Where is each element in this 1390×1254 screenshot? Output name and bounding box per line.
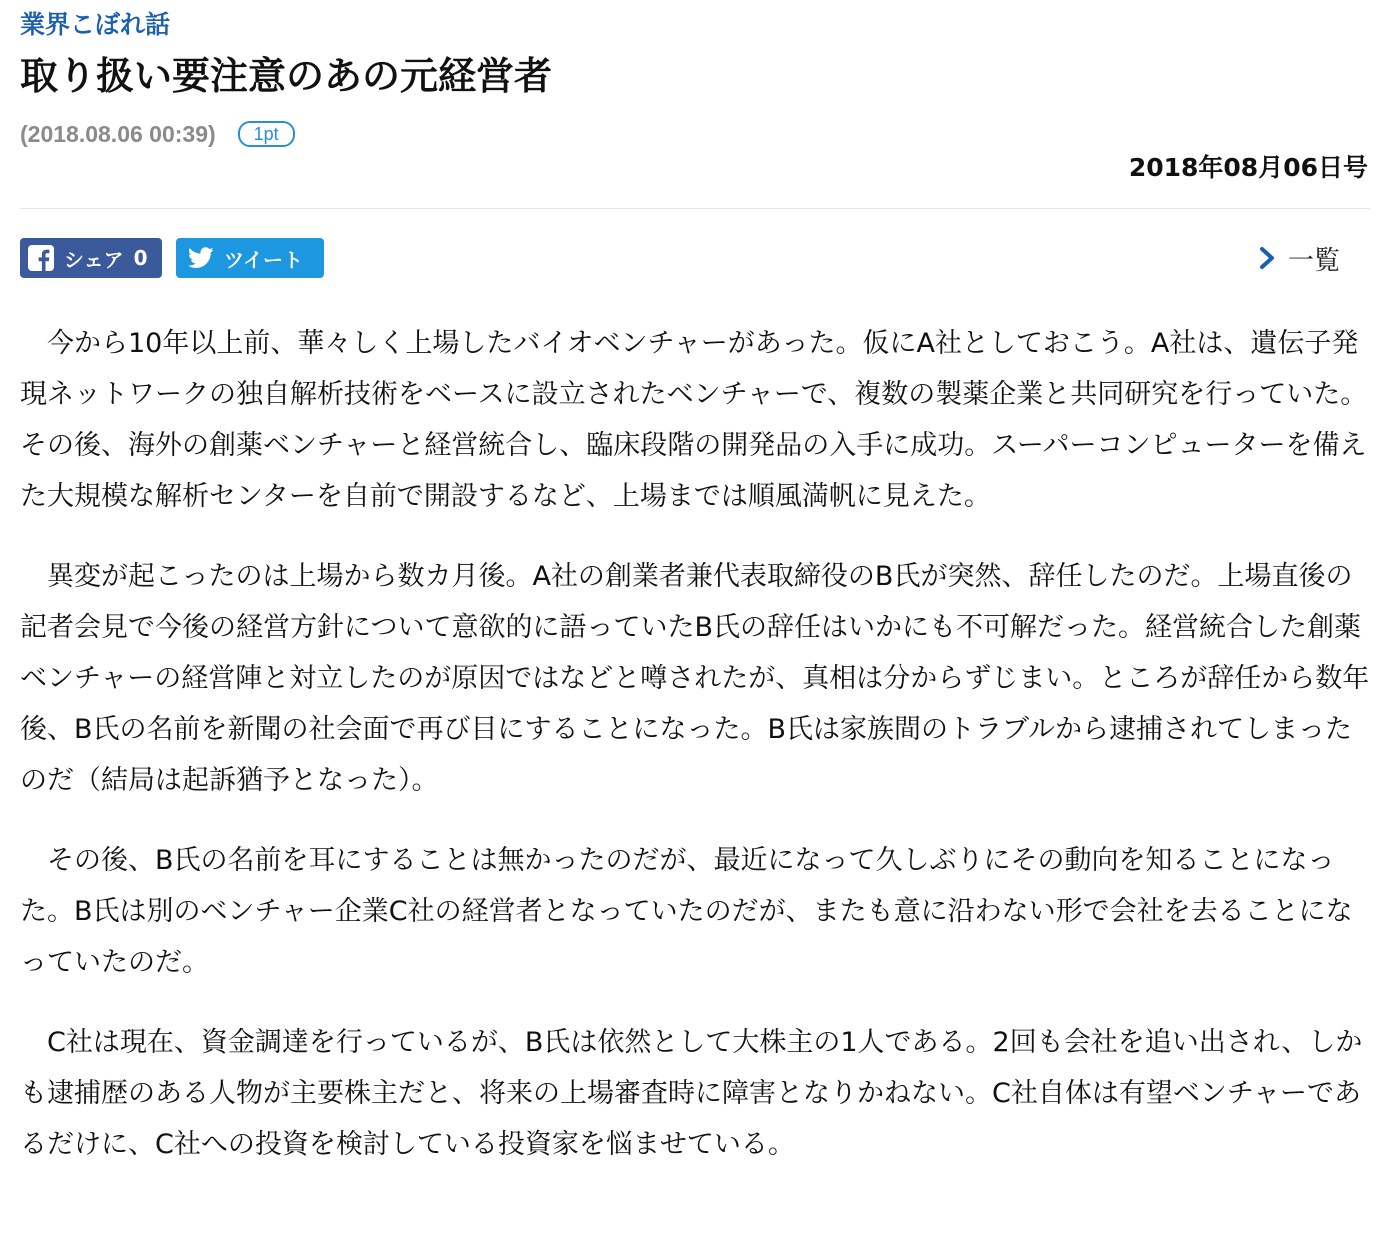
points-badge: 1pt [238,121,295,147]
issue-date: 2018年08月06日号 [1128,153,1368,182]
facebook-share-count: 0 [133,246,148,270]
tweet-button[interactable] [176,238,324,278]
timestamp: (2018.08.06 00:39) [20,120,216,147]
list-link-label: 一覧 [1287,245,1340,276]
category-label[interactable]: 業界こぼれ話 [20,10,171,39]
article-paragraph: C社は現在、資金調達を行っているが、B氏は依然として大株主の1人である。2回も会社を追い出され、しかも逮捕歴のある人物が主要株主だと、将来の上場審査時に障害となりかねない。C社自体は有望ベンチャーであるだけに、C社への投資を検討している投資家を悩ませている。 [20,1027,1363,1160]
tweet-label: ツイート [224,247,303,272]
article-meta [20,116,295,152]
share-bar [20,238,1370,278]
article-paragraph: 異変が起こったのは上場から数カ月後。A社の創業者兼代表取締役のB氏が突然、辞任したのだ。上場直後の記者会見で今後の経営方針について意欲的に語っていたB氏の辞任はいかにも不可解だった。経営統合した創薬ベンチャーの経営陣と対立したのが原因ではなどと噂されたが、真相は分からずじまい。ところが辞任から数年後、B氏の名前を新聞の社会面で再び目にすることになった。B氏は家族間のトラブルから逮捕されてしまったのだ（結局は起訴猶予となった）。 [20,561,1370,796]
facebook-share-label: シェア [64,247,124,272]
facebook-share-button[interactable] [20,238,162,278]
article-title: 取り扱い要注意のあの元経営者 [20,54,553,98]
facebook-icon [28,245,54,271]
article-paragraph: その後、B氏の名前を耳にすることは無かったのだが、最近になって久しぶりにその動向を知ることになった。B氏は別のベンチャー企業C社の経営者となっていたのだが、またも意に沿わない形で会社を去ることになっていたのだ。 [20,845,1353,978]
header-divider [20,208,1370,209]
twitter-bird-icon [188,247,214,269]
list-link[interactable] [1258,238,1340,278]
chevron-right-icon [1258,246,1276,270]
article-paragraph: 今から10年以上前、華々しく上場したバイオベンチャーがあった。仮にA社としておこう。A社は、遺伝子発現ネットワークの独自解析技術をベースに設立されたベンチャーで、複数の製薬企業と共同研究を行っていた。その後、海外の創薬ベンチャーと経営統合し、臨床段階の開発品の入手に成功。スーパーコンピューターを備えた大規模な解析センターを自前で開設するなど、上場までは順風満帆に見えた。 [20,328,1368,512]
article-body [20,318,1370,1199]
